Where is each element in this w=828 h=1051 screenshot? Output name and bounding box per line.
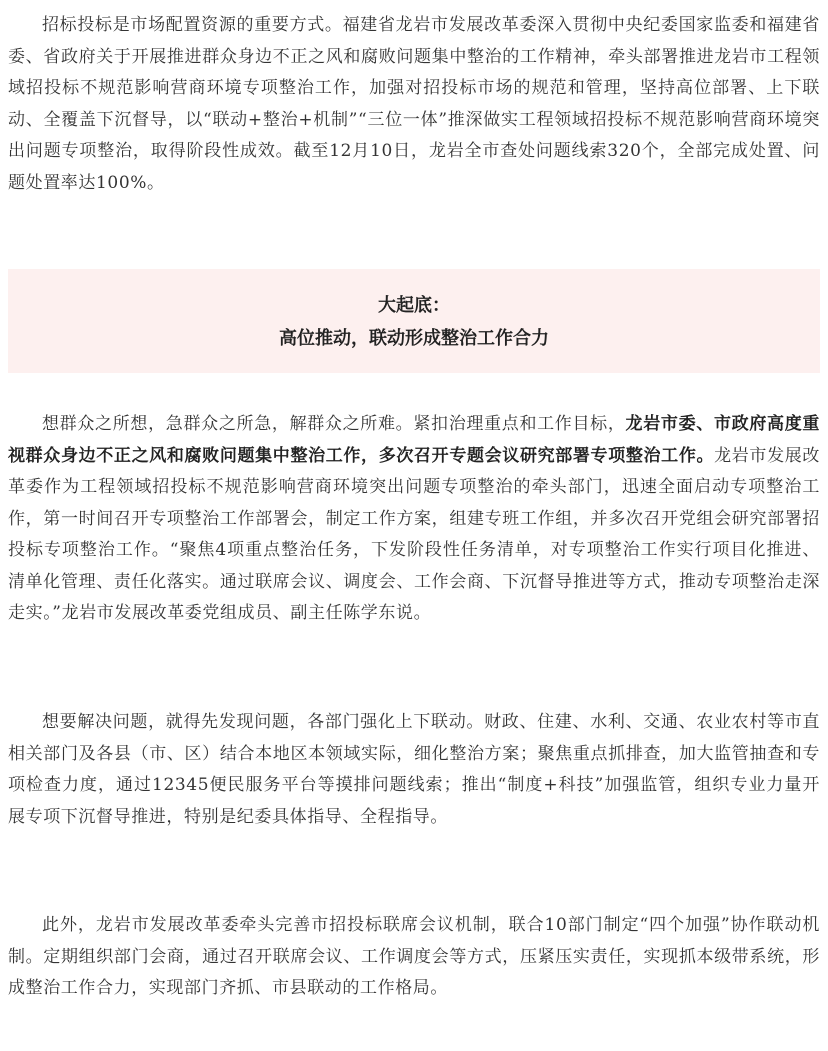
paragraph-intro-text: 想群众之所想，急群众之所急，解群众之所难。紧扣治理重点和工作目标，	[42, 414, 626, 434]
section-heading-box	[8, 269, 820, 373]
section-heading-title: 高位推动，联动形成整治工作合力	[279, 328, 549, 349]
section-heading-label: 大起底：	[378, 295, 450, 316]
paragraph-mechanism: 此外，龙岩市发展改革委牵头完善市招投标联席会议机制，联合10部门制定“四个加强”协作联动机制。定期组织部门会商，通过召开联席会议、工作调度会等方式，压紧压实责任，实现抓本级带系统，形成整治工作合力，实现部门齐抓、市县联动的工作格局。	[8, 915, 820, 998]
paragraph-bold-text: 龙岩市委、市政府高度重视群众身边不正之风和腐败问题集中整治工作，多次召开专题会议研究部署专项整治工作。	[8, 414, 820, 466]
paragraph-high-level-push	[8, 409, 820, 630]
paragraph-linkage: 想要解决问题，就得先发现问题，各部门强化上下联动。财政、住建、水利、交通、农业农村等市直相关部门及各县（市、区）结合本地区本领域实际，细化整治方案；聚焦重点抓排查，加大监管抽查和专项检查力度，通过12345便民服务平台等摸排问题线索；推出“制度+科技”加强监管，组织专业力量开展专项下沉督导推进，特别是纪委具体指导、全程指导。	[8, 712, 820, 827]
intro-paragraph: 招标投标是市场配置资源的重要方式。福建省龙岩市发展改革委深入贯彻中央纪委国家监委和福建省委、省政府关于开展推进群众身边不正之风和腐败问题集中整治的工作精神，牵头部署推进龙岩市工程领域招投标不规范影响营商环境专项整治工作，加强对招投标市场的规范和管理，坚持高位部署、上下联动、全覆盖下沉督导，以“联动+整治+机制”“三位一体”推深做实工程领域招投标不规范影响营商环境突出问题专项整治，取得阶段性成效。截至12月10日，龙岩全市查处问题线索320个，全部完成处置、问题处置率达100%。	[8, 15, 820, 193]
paragraph-rest-text: 龙岩市发展改革委作为工程领域招投标不规范影响营商环境突出问题专项整治的牵头部门，迅速全面启动专项整治工作，第一时间召开专项整治工作部署会，制定工作方案，组建专班工作组，并多次召开党组会研究部署招投标专项整治工作。“聚焦4项重点整治任务，下发阶段性任务清单，对专项整治工作实行项目化推进、清单化管理、责任化落实。通过联席会议、调度会、工作会商、下沉督导推进等方式，推动专项整治走深走实。”龙岩市发展改革委党组成员、副主任陈学东说。	[8, 445, 820, 623]
